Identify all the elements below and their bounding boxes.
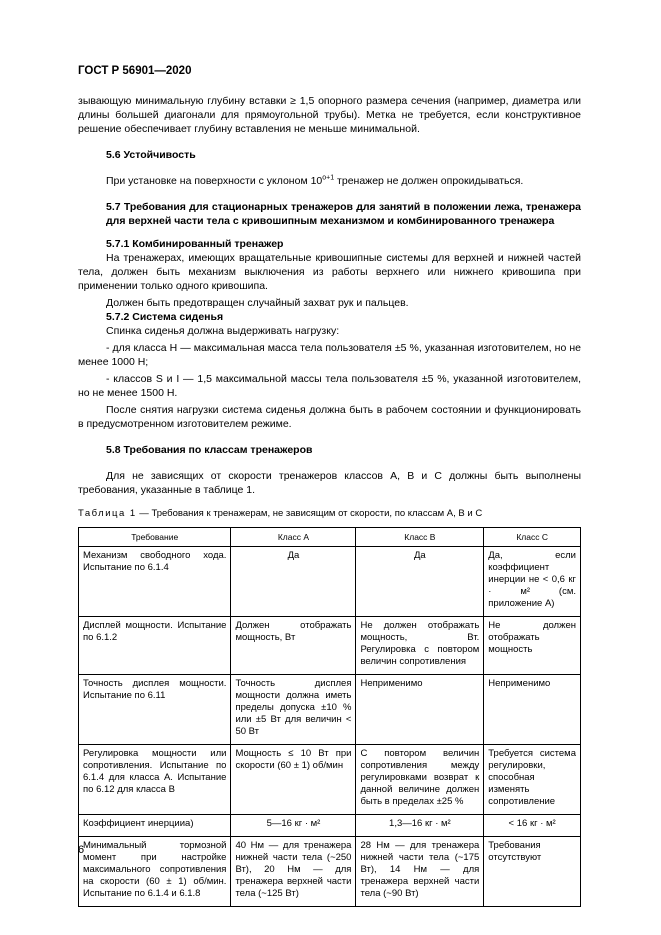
table-cell: Требования отсутствуют [484, 837, 581, 907]
table-cell: 28 Нм — для тренажера нижней части тела (~175 Вт), 14 Нм — для тренажера верхней части тела (~90 Вт) [356, 837, 484, 907]
table-header-cell: Требование [79, 528, 231, 547]
table-caption: Таблица 1 — Требования к тренажерам, не зависящим от скорости, по классам A, B и C [78, 508, 483, 519]
table-cell: Точность дисплея мощности. Испытание по 6.11 [79, 675, 231, 745]
paragraph-5-7-1-b: Должен быть предотвращен случайный захват рук и пальцев. [106, 297, 409, 309]
paragraph-5-8: Для не зависящих от скорости тренажеров классов A, B и C должны быть выполнены требования, указанные в таблице 1. [78, 470, 581, 496]
section-heading-5-8: 5.8 Требования по классам тренажеров [106, 444, 313, 456]
table-cell: Точность дисплея мощности должна иметь пределы допуска ±10 % или ±5 Вт для величин < 50 Вт [231, 675, 356, 745]
table-header-cell: Класс C [484, 528, 581, 547]
table-cell: Требуется система регулировки, способная изменять сопротивление [484, 745, 581, 815]
table-header-cell: Класс A [231, 528, 356, 547]
document-header: ГОСТ Р 56901—2020 [78, 65, 192, 77]
table-row [79, 547, 581, 617]
paragraph-5-7-2-b: - для класса H — максимальная масса тела пользователя ±5 %, указанная изготовителем, но не менее 1000 Н; [78, 342, 581, 368]
table-cell: Мощность ≤ 10 Вт при скорости (60 ± 1) об/мин [231, 745, 356, 815]
page-number: 6 [78, 844, 85, 856]
table-cell: Не должен отображать мощность [484, 617, 581, 675]
table-row [79, 815, 581, 837]
paragraph-5-7-2-a: Спинка сиденья должна выдерживать нагрузку: [106, 325, 340, 337]
section-heading-5-7-2: 5.7.2 Система сиденья [106, 311, 224, 323]
paragraph-continuation: зывающую минимальную глубину вставки ≥ 1,5 опорного размера сечения (например, диаметра или длины большей диагонали для прямоугольной трубы). Метка не требуется, если конструктивное решение обеспечивает глубину вставления не меньше минимальной. [78, 95, 581, 135]
section-heading-5-6: 5.6 Устойчивость [106, 149, 196, 161]
table-cell: < 16 кг · м² [484, 815, 581, 837]
table-row [79, 745, 581, 815]
table-cell: Регулировка мощности или сопротивления. Испытание по 6.1.4 для класса А. Испытание по 6.12 для класса В [79, 745, 231, 815]
table-cell: Неприменимо [484, 675, 581, 745]
table-header-row [79, 528, 581, 547]
table-cell: Неприменимо [356, 675, 484, 745]
table-cell: Да [356, 547, 484, 617]
table-row [79, 617, 581, 675]
section-heading-5-7-1: 5.7.1 Комбинированный тренажер [106, 238, 284, 250]
table-cell: Должен отображать мощность, Вт [231, 617, 356, 675]
table-cell: 1,3—16 кг · м² [356, 815, 484, 837]
paragraph-5-7-2-c: - классов S и I — 1,5 максимальной массы тела пользователя ±5 %, указанной изготовителем, но не менее 1500 Н. [78, 373, 581, 399]
table-cell: Не должен отображать мощность, Вт. Регулировка с повтором величин сопротивления [356, 617, 484, 675]
table-header-cell: Класс B [356, 528, 484, 547]
table-cell: Коэффициент инерцииa) [79, 815, 231, 837]
paragraph-5-6: При установке на поверхности с уклоном $10^{о+1}$ тренажер не должен опрокидываться. [106, 174, 524, 187]
section-heading-5-7: 5.7 Требования для стационарных тренажеров для занятий в положении лежа, тренажера для верхней части тела с кривошипным механизмом и комбинированного тренажера [106, 201, 581, 227]
table-cell: Механизм свободного хода. Испытание по 6.1.4 [79, 547, 231, 617]
table-cell: С повтором величин сопротивления между регулировками возврат к данной величине должен быть в пределах ±25 % [356, 745, 484, 815]
table-cell: Да, если коэффициент инерции не < 0,6 кг · м² (см. приложение А) [484, 547, 581, 617]
table-row [79, 675, 581, 745]
requirements-table [78, 527, 581, 907]
table-cell: Дисплей мощности. Испытание по 6.1.2 [79, 617, 231, 675]
table-cell: Минимальный тормозной момент при настройке максимального сопротивления на скорости (60 ± 1) об/мин. Испытание по 6.1.4 и 6.1.8 [79, 837, 231, 907]
paragraph-5-7-1-a: На тренажерах, имеющих вращательные кривошипные системы для верхней и нижней частей тела, должен быть механизм выключения из работы верхнего или нижнего кривошипа при применении только одного кривошипа. [78, 252, 581, 292]
table-cell: 40 Нм — для тренажера нижней части тела (~250 Вт), 20 Нм — для тренажера верхней части тела (~125 Вт) [231, 837, 356, 907]
table-cell: Да [231, 547, 356, 617]
paragraph-5-7-2-d: После снятия нагрузки система сиденья должна быть в рабочем состоянии и функционировать в предусмотренном изготовителем режиме. [78, 404, 581, 430]
table-cell: 5—16 кг · м² [231, 815, 356, 837]
document-body [78, 94, 581, 907]
table-row [79, 837, 581, 907]
